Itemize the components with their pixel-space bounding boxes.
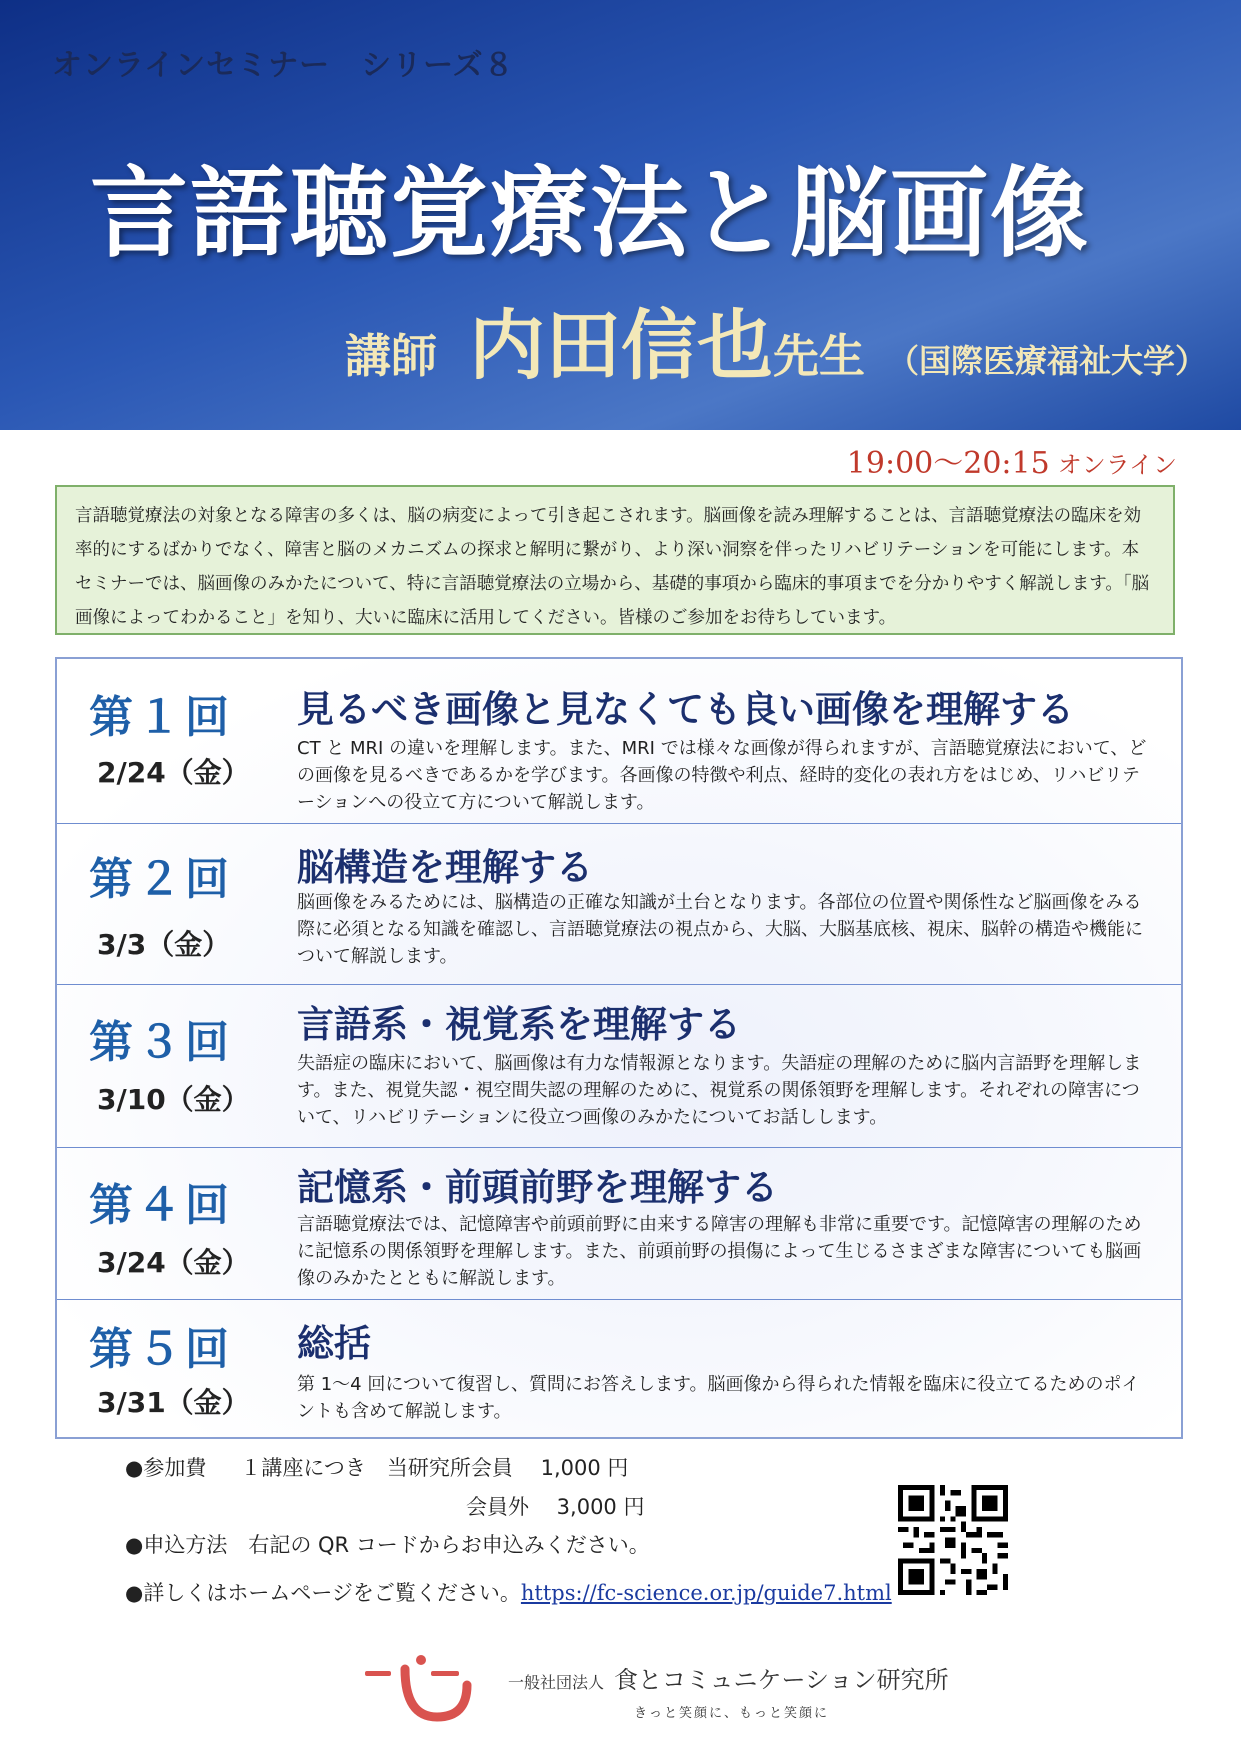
session-description: 言語聴覚療法では、記憶障害や前頭前野に由来する障害の理解も非常に重要です。記憶障害の理解のために記憶系の関係領野を理解します。また、前頭前野の損傷によって生じるさまざまな障害についても脳画像のみかたとともに解説します。 xyxy=(297,1214,1142,1289)
organization-name xyxy=(508,1660,949,1695)
homepage-link[interactable]: https://fc-science.or.jp/guide7.html xyxy=(520,1581,892,1605)
session-date: 2/24（金） xyxy=(97,756,250,789)
session-number: 第１回 xyxy=(89,692,233,743)
fee-nonmember: 会員外 3,000 円 xyxy=(466,1495,645,1519)
organization-tagline: きっと笑顔に、もっと笑顔に xyxy=(634,1706,830,1721)
session-row xyxy=(57,659,1181,824)
session-title: 言語系・視覚系を理解する xyxy=(297,1003,741,1046)
lecturer-role: 講師 xyxy=(345,329,437,383)
details-line xyxy=(125,1577,892,1607)
fee-member: １講座につき 当研究所会員 1,000 円 xyxy=(240,1456,629,1480)
session-description: 脳画像をみるためには、脳構造の正確な知識が土台となります。各部位の位置や関係性など脳画像をみる際に必須となる知識を確認し、言語聴覚療法の視点から、大脳、大脳基底核、視床、脳幹の構造や機能について解説します。 xyxy=(297,892,1143,967)
qr-code-icon[interactable] xyxy=(898,1485,1008,1595)
session-description: 第 1～4 回について復習し、質問にお答えします。脳画像から得られた情報を臨床に役立てるためのポイントも含めて解説します。 xyxy=(297,1374,1140,1422)
session-description: 失語症の臨床において、脳画像は有力な情報源となります。失語症の理解のために脳内言語野を理解します。また、視覚失認・視空間失認の理解のために、視覚系の関係領野を理解します。それぞれの障害について、リハビリテーションに役立つ画像のみかたについてお話しします。 xyxy=(297,1053,1142,1128)
session-date: 3/10（金） xyxy=(97,1083,250,1116)
session-title: 脳構造を理解する xyxy=(297,846,593,889)
session-number: 第３回 xyxy=(89,1017,233,1068)
organization-prefix: 一般社団法人 xyxy=(508,1673,605,1692)
session-date: 3/24（金） xyxy=(97,1246,250,1279)
session-date: 3/3（金） xyxy=(97,928,231,961)
session-description: CT と MRI の違いを理解します。また、MRI では様々な画像が得られますが、言語聴覚療法において、どの画像を見るべきであるかを学びます。各画像の特徴や利点、経時的変化の表れ方をはじめ、リハビリテーションへの役立て方について解説します。 xyxy=(297,738,1147,813)
apply-method: ●申込方法 右記の QR コードからお申込みください。 xyxy=(125,1533,650,1557)
page-title: 言語聴覚療法と脳画像 xyxy=(90,156,1091,271)
organization-logo-icon xyxy=(365,1655,483,1725)
session-number: 第５回 xyxy=(89,1324,233,1375)
fee-line xyxy=(125,1452,628,1482)
session-title: 見るべき画像と見なくても良い画像を理解する xyxy=(297,688,1074,731)
lecturer-line xyxy=(345,285,1207,394)
fee-label: ●参加費 xyxy=(125,1456,207,1480)
session-row xyxy=(57,984,1181,1148)
header-banner xyxy=(0,0,1241,430)
session-date: 3/31（金） xyxy=(97,1386,250,1419)
organization-title: 食とコミュニケーション研究所 xyxy=(614,1666,949,1694)
intro-text: 言語聴覚療法の対象となる障害の多くは、脳の病変によって引き起こされます。脳画像を読み理解することは、言語聴覚療法の臨床を効率的にするばかりでなく、障害と脳のメカニズムの探求と解明に繋がり、より深い洞察を伴ったリハビリテーションを可能にします。本セミナーでは、脳画像のみかたについて、特に言語聴覚療法の立場から、基礎的事項から臨床的事項までを分かりやすく解説します。「脳画像によってわかること」を知り、大いに臨床に活用してください。皆様のご参加をお待ちしています。 xyxy=(75,506,1150,628)
sessions-table xyxy=(55,657,1183,1439)
time-range: 19:00～20:15 xyxy=(846,446,1050,481)
lecturer-honorific: 先生 xyxy=(773,329,865,383)
lecturer-name: 内田信也 xyxy=(469,301,773,390)
intro-box xyxy=(55,485,1175,635)
session-row xyxy=(57,1147,1181,1300)
session-title: 総括 xyxy=(297,1322,371,1365)
details-text: ●詳しくはホームページをご覧ください。 xyxy=(125,1581,521,1605)
seminar-mode: オンライン xyxy=(1057,451,1177,479)
session-number: 第２回 xyxy=(89,854,233,905)
session-row xyxy=(57,823,1181,985)
series-label: オンラインセミナー シリーズ８ xyxy=(52,48,515,83)
session-title: 記憶系・前頭前野を理解する xyxy=(297,1166,778,1209)
seminar-time xyxy=(847,438,1177,482)
lecturer-affiliation: （国際医療福祉大学） xyxy=(887,342,1208,380)
session-number: 第４回 xyxy=(89,1180,233,1231)
session-row xyxy=(57,1299,1181,1437)
